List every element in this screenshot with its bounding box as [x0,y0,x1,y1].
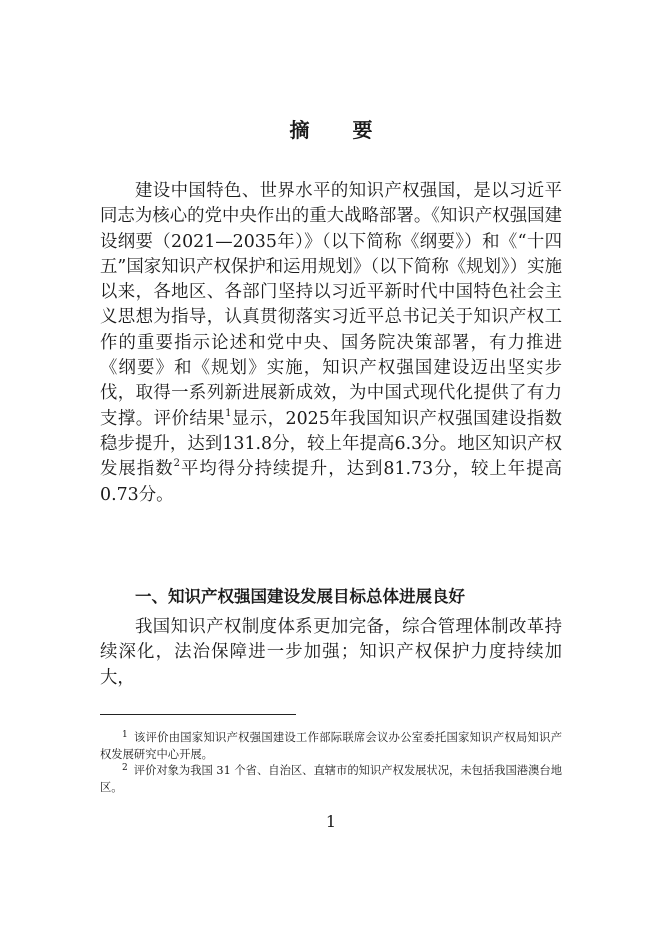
footnote-2 [100,763,562,796]
footnote-divider [100,714,296,715]
footnote-1 [100,730,562,763]
footnote-mark: 1 [122,730,128,740]
summary-paragraph [100,179,562,508]
summary-text-part-1: 建设中国特色、世界水平的知识产权强国，是以习近平同志为核心的党中央作出的重大战略部署。《知识产权强国建设纲要（2021—2035年）》（以下简称《纲要》）和《“十四五”国家知识产权保护和运用规划》（以下简称《规划》）实施以来，各地区、各部门坚持以习近平新时代中国特色社会主义思想为指导，认真贯彻落实习近平总书记关于知识产权工作的重要指示论述和党中央、国务院决策部署，有力推进《纲要》和《规划》实施，知识产权强国建设迈出坚实步伐，取得一系列新进展新成效，为中国式现代化提供了有力支撑。评价结果 [100,181,562,429]
footnotes [100,730,562,796]
footnote-ref-2: 2 [173,458,180,470]
summary-text-part-2: 显示，2025年我国知识产权强国建设指数稳步提升，达到131.8分，较上年提高6.3分。地区知识产权发展指数 [100,408,562,480]
footnote-text: 评价对象为我国 31 个省、自治区、直辖市的知识产权发展状况，未包括我国港澳台地区。 [100,764,562,794]
summary-text-part-3: 平均得分持续提升，达到81.73分，较上年提高0.73分。 [100,459,562,505]
footnote-text: 该评价由国家知识产权强国建设工作部际联席会议办公室委托国家知识产权局知识产权发展研究中心开展。 [100,731,562,761]
page-number: 1 [325,812,337,831]
footnote-mark: 2 [122,763,128,773]
section-heading: 一、知识产权强国建设发展目标总体进展良好 [135,587,465,606]
footnote-ref-1: 1 [225,407,232,419]
page-title: 摘 要 [289,118,391,142]
section-paragraph: 我国知识产权制度体系更加完备，综合管理体制改革持续深化，法治保障进一步加强；知识产权保护力度持续加大， [100,617,562,688]
